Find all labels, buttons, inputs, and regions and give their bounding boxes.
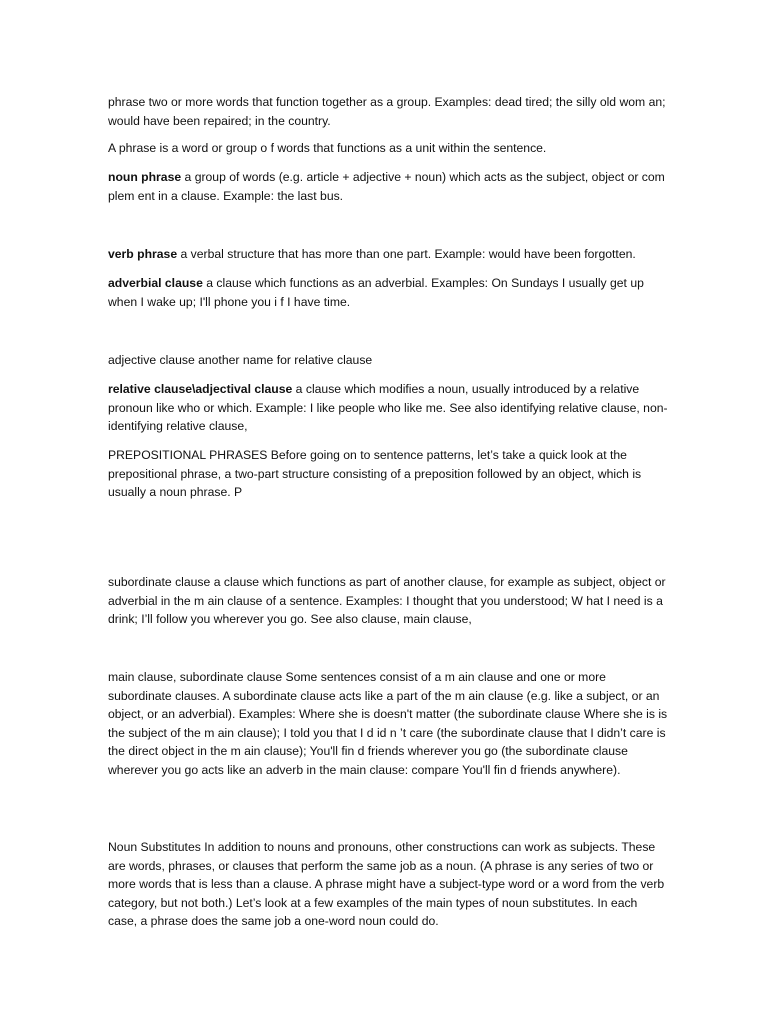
paragraph-text: main clause, subordinate clause Some sentences consist of a m ain clause and one or more subordinate clauses. A subordinate clause acts like a part of the m ain clause (e.g. like a subject, or an object, or an adverbial). Examples: Where she is doesn't matter (the subordinate clause Where she is is the subject of the m ain clause); I told you that I d id n ’t care (the subordinate clause that I didn’t care is the direct object in the m ain clause); You'll fin d friends wherever you go (the subordinate clause wherever you go acts like an adverb in the main clause: compare You'll fin d friends anywhere).	[108, 670, 668, 777]
paragraph-text: a clause which functions as an adverbial. Examples: On Sundays I usually get up when I wake up; I'll phone you i f I have time.	[108, 276, 644, 309]
paragraph-text: a clause which modifies a noun, usually introduced by a relative pronoun like who or which. Example: I like people who like me. See also identifying relative clause, non-identifying relative clause,	[108, 382, 668, 433]
term-label: adverbial clause	[108, 276, 203, 290]
paragraph-phrase-definition	[108, 93, 668, 130]
paragraph-main-clause	[108, 668, 668, 779]
term-label: noun phrase	[108, 170, 182, 184]
paragraph-phrase-unit	[108, 139, 668, 158]
paragraph-adverbial-clause	[108, 274, 668, 311]
paragraph-noun-phrase	[108, 168, 668, 205]
paragraph-text: a verbal structure that has more than one part. Example: would have been forgotten.	[177, 247, 636, 261]
paragraph-text: phrase two or more words that function together as a group. Examples: dead tired; the silly old wom an; would have been repaired; in the country.	[108, 95, 666, 128]
paragraph-subordinate-clause	[108, 573, 668, 629]
paragraph-text: A phrase is a word or group o f words that functions as a unit within the sentence.	[108, 141, 547, 155]
paragraph-verb-phrase	[108, 245, 668, 264]
paragraph-prepositional-phrases	[108, 446, 668, 502]
paragraph-text: PREPOSITIONAL PHRASES Before going on to sentence patterns, let’s take a quick look at the prepositional phrase, a two-part structure consisting of a preposition followed by an object, which is usually a noun phrase. P	[108, 448, 642, 499]
paragraph-noun-substitutes	[108, 838, 668, 931]
term-label: verb phrase	[108, 247, 178, 261]
paragraph-text: adjective clause another name for relative clause	[108, 353, 373, 367]
paragraph-text: a group of words (e.g. article + adjective + noun) which acts as the subject, object or com plem ent in a clause. Example: the last bus.	[108, 170, 665, 203]
term-label: relative clause\adjectival clause	[108, 382, 293, 396]
paragraph-adjective-clause	[108, 351, 668, 370]
paragraph-text: Noun Substitutes In addition to nouns and pronouns, other constructions can work as subjects. These are words, phrases, or clauses that perform the same job as a noun. (A phrase is any series of two or more words that is less than a clause. A phrase might have a subject-type word or a word from the verb category, but not both.) Let’s look at a few examples of the main types of noun substitutes. In each case, a phrase does the same job a one-word noun could do.	[108, 840, 665, 928]
paragraph-relative-clause	[108, 380, 668, 436]
paragraph-text: subordinate clause a clause which functions as part of another clause, for example as subject, object or adverbial in the m ain clause of a sentence. Examples: I thought that you understood; W hat I need is a drink; I’ll follow you wherever you go. See also clause, main clause,	[108, 575, 666, 626]
